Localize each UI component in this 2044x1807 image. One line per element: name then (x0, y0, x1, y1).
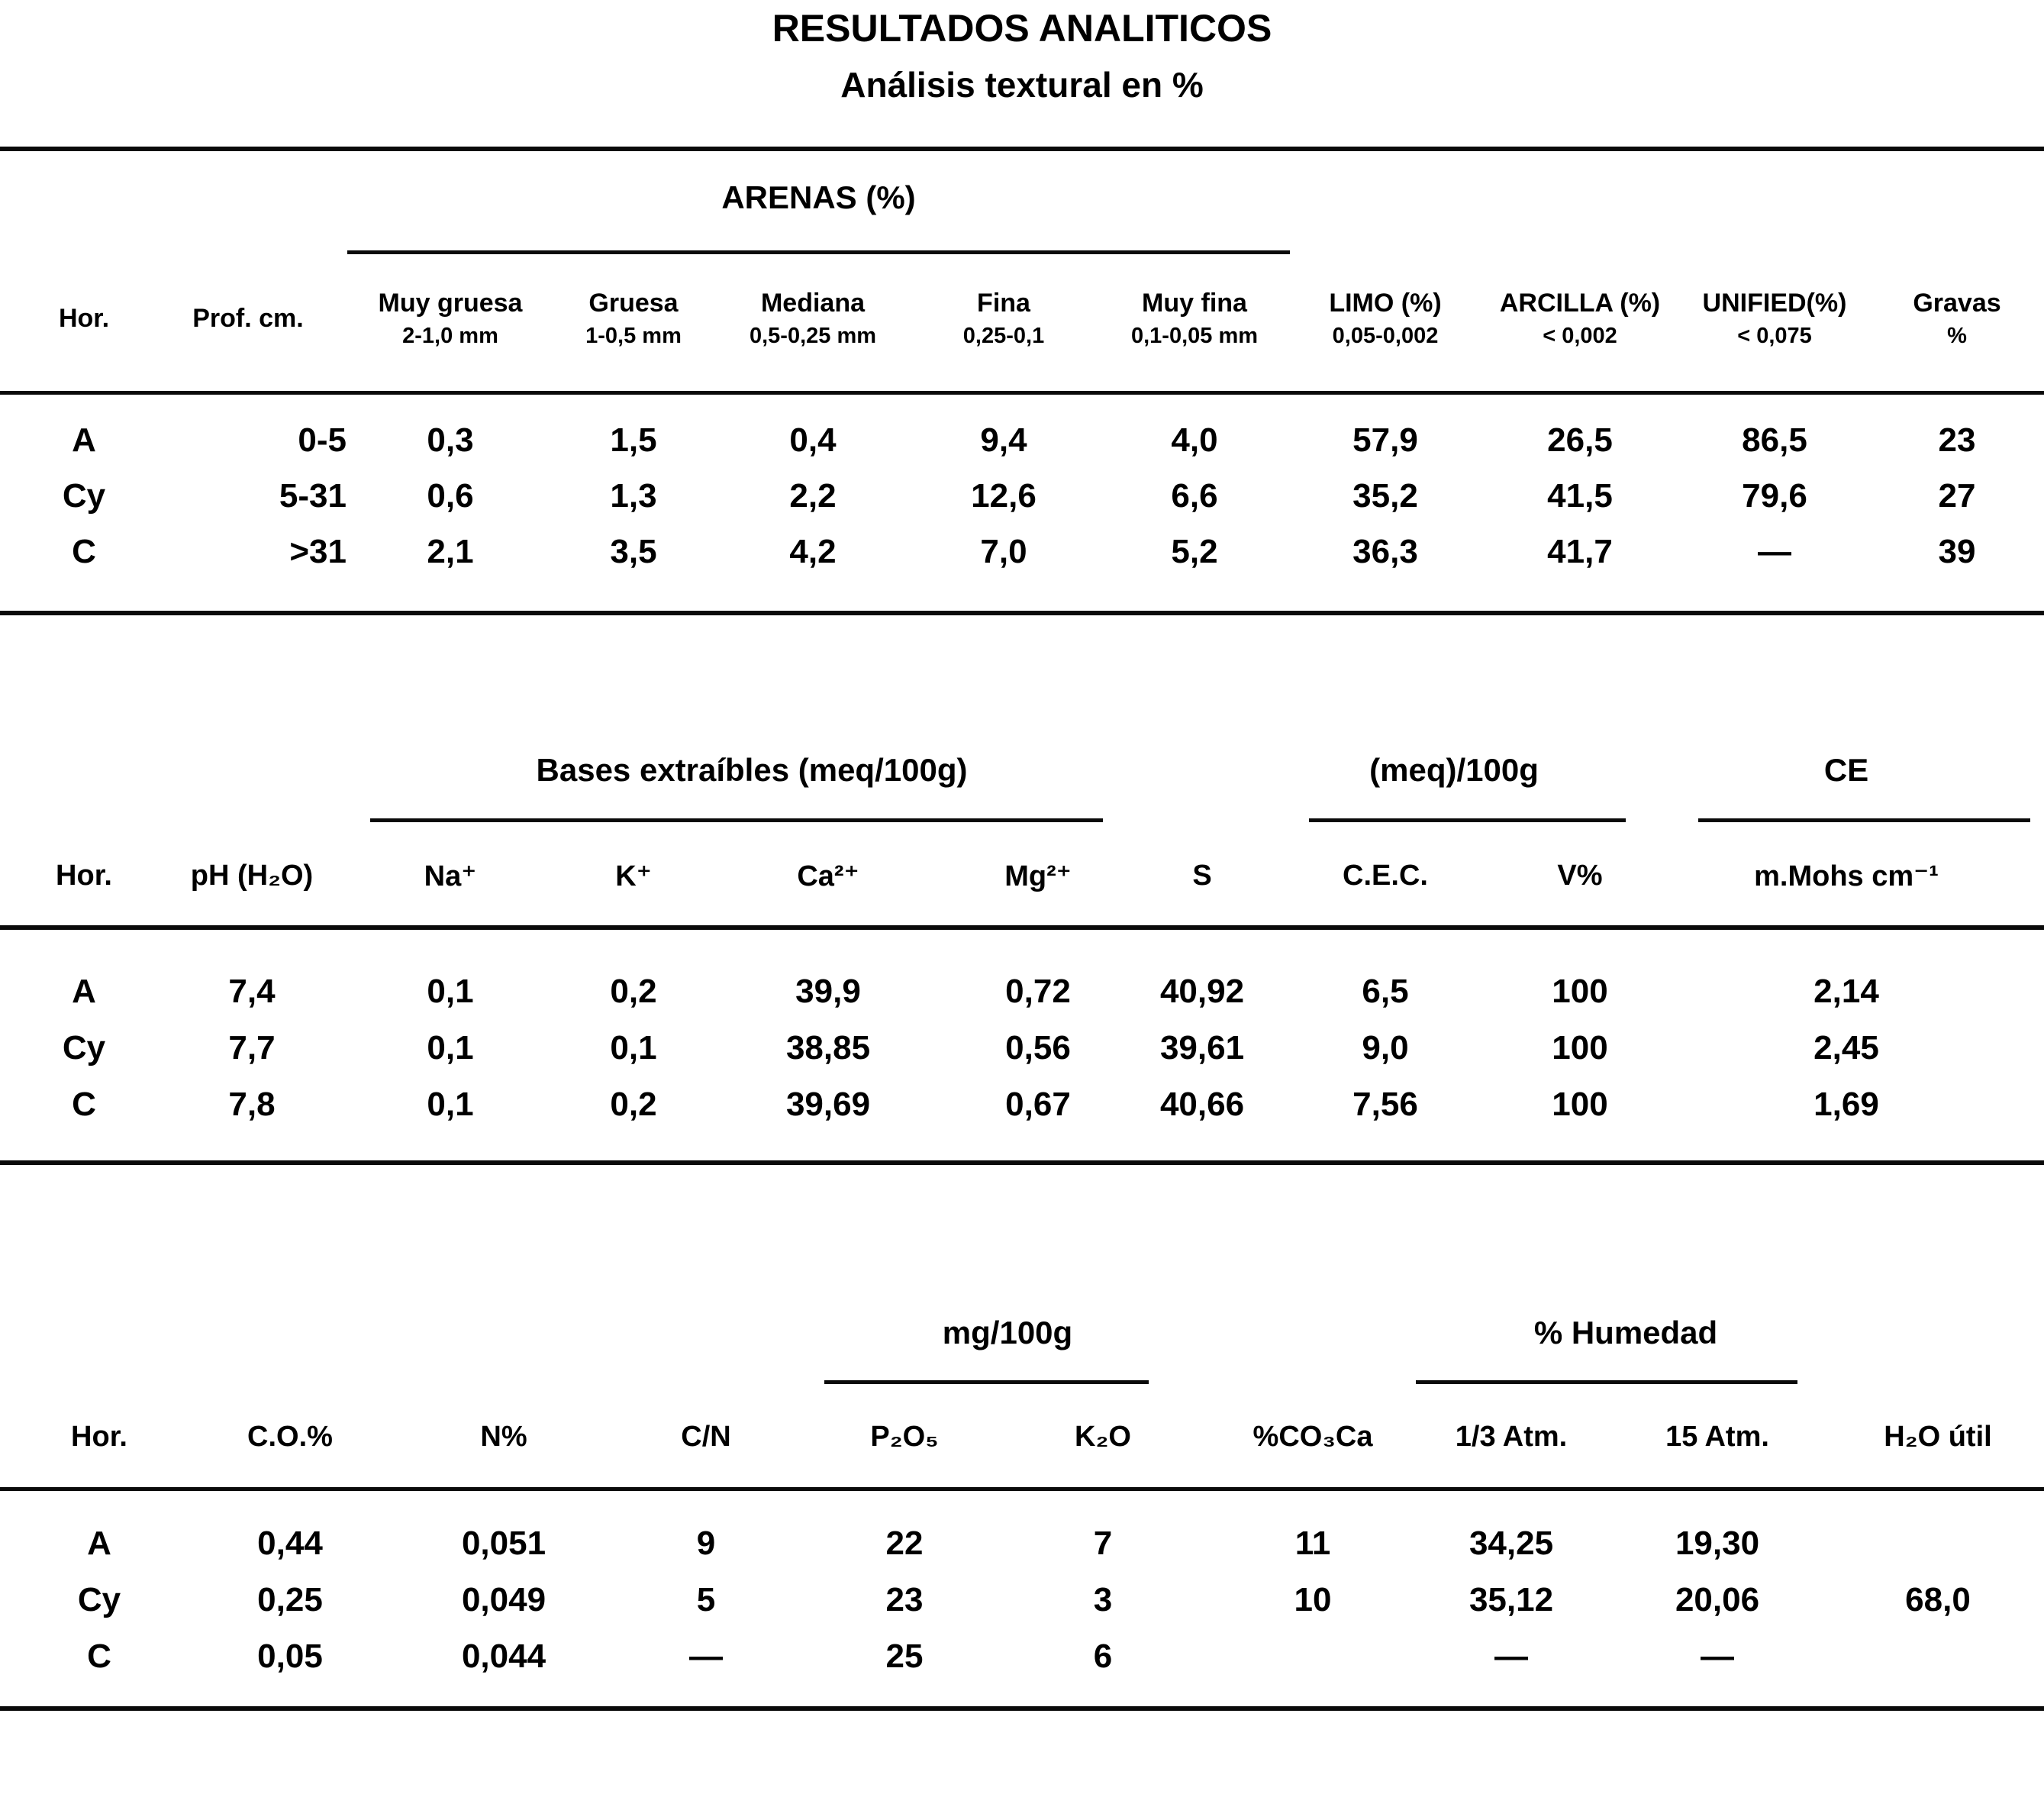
table2-cell: 39,9 (795, 972, 861, 1010)
table3-col-15atm: 15 Atm. (1665, 1421, 1769, 1453)
table1-row-cy (23, 468, 2044, 524)
table3-col-co3ca: %CO₃Ca (1253, 1421, 1373, 1453)
table1-cell: 41,7 (1547, 532, 1613, 570)
table3-cell: C (87, 1637, 111, 1675)
table1-bottom-rule (0, 611, 2044, 615)
table3-cell: 22 (885, 1524, 924, 1562)
table3-cell: 23 (885, 1580, 924, 1618)
table1-group-arenas-underline (347, 250, 1290, 254)
table3-cell: 7 (1093, 1524, 1113, 1562)
table2-cell: 2,14 (1813, 972, 1879, 1010)
table2-cell: 100 (1552, 1028, 1608, 1066)
table1-col-prof: Prof. cm. (192, 304, 304, 333)
table3-cell: — (689, 1637, 723, 1675)
table2-cell: 7,7 (228, 1028, 276, 1066)
table2-cell: A (72, 972, 96, 1010)
table2-col-s: S (1192, 860, 1212, 892)
table2-cell: 0,1 (427, 972, 474, 1010)
table2-header-row (23, 844, 2044, 908)
table2-cell: 0,1 (427, 1085, 474, 1123)
table1-cell: A (72, 421, 96, 459)
table3-cell: 0,05 (257, 1637, 323, 1675)
table1-col-fina: Fina 0,25-0,1 (962, 289, 1045, 348)
table3-cell (1206, 1628, 1420, 1684)
table2-header-rule (0, 925, 2044, 930)
table2-row-a (23, 963, 2044, 1019)
table1-cell: — (1758, 532, 1791, 570)
table1-col-mediana: Mediana 0,5-0,25 mm (749, 289, 877, 348)
table1-col-gravas: Gravas % (1913, 289, 2001, 348)
table3-cell: Cy (77, 1580, 121, 1618)
table3-header-row (23, 1405, 2044, 1470)
table3-header-rule (0, 1487, 2044, 1491)
table1-cell: 5-31 (279, 476, 347, 515)
table2-col-k: K⁺ (615, 860, 652, 892)
table3-cell: 10 (1294, 1580, 1332, 1618)
table2-col-mg: Mg²⁺ (1004, 860, 1072, 892)
table2-group-ce-underline (1698, 818, 2030, 822)
table1-cell: 9,4 (980, 421, 1027, 459)
table2-cell: Cy (62, 1028, 106, 1066)
table2-col-hor: Hor. (56, 860, 112, 892)
table2-cell: 1,69 (1813, 1085, 1879, 1123)
table2-cell: 0,1 (610, 1028, 657, 1066)
table3-cell: 20,06 (1675, 1580, 1760, 1618)
table3-cell: 68,0 (1905, 1580, 1971, 1618)
table2-cell: 40,66 (1159, 1085, 1245, 1123)
table3-row-a (23, 1515, 2044, 1571)
table1-cell: 4,2 (789, 532, 837, 570)
table2-group-meq-underline (1309, 818, 1626, 822)
table2-cell: 0,56 (1005, 1028, 1071, 1066)
table3-group-mg: mg/100g (942, 1315, 1073, 1350)
table3-col-co: C.O.% (247, 1421, 333, 1453)
table1-cell: >31 (289, 532, 347, 570)
table2-cell: 7,56 (1352, 1085, 1418, 1123)
table3-cell: 5 (696, 1580, 716, 1618)
table1-cell: 86,5 (1742, 421, 1807, 459)
table2-group-meq: (meq)/100g (1369, 752, 1539, 788)
table1-group-arenas: ARENAS (%) (721, 179, 916, 215)
table2-group-ce: CE (1823, 752, 1869, 788)
table3-col-n: N% (480, 1421, 527, 1453)
table1-header-row (23, 269, 2044, 368)
table2-cell: 7,8 (228, 1085, 276, 1123)
table1-cell: 79,6 (1742, 476, 1807, 515)
table3-cell: — (1494, 1637, 1528, 1675)
table2-bottom-rule (0, 1160, 2044, 1165)
table2-col-cec: C.E.C. (1343, 860, 1428, 892)
table3-col-p2o5: P₂O₅ (870, 1421, 939, 1453)
table1-cell: 39 (1938, 532, 1976, 570)
table2-cell: 0,2 (610, 972, 657, 1010)
table1-col-hor: Hor. (58, 304, 110, 333)
table3-cell: — (1701, 1637, 1734, 1675)
table1-cell: 4,0 (1171, 421, 1218, 459)
table3-row-c (23, 1628, 2044, 1684)
table2-cell: 0,72 (1005, 972, 1071, 1010)
table1-cell: 0,3 (427, 421, 474, 459)
table2-cell: 40,92 (1159, 972, 1245, 1010)
table3-cell: 6 (1093, 1637, 1113, 1675)
divider-top (0, 147, 2044, 151)
table1-col-muy-fina: Muy fina 0,1-0,05 mm (1130, 289, 1259, 348)
table2-col-ca: Ca²⁺ (797, 860, 859, 892)
document-title: RESULTADOS ANALITICOS (772, 7, 1272, 50)
table3-cell: 9 (696, 1524, 716, 1562)
table3-cell: A (87, 1524, 111, 1562)
table1-col-unified: UNIFIED(%) < 0,075 (1702, 289, 1847, 348)
table2-group-bases-underline (370, 818, 1103, 822)
table3-cell: 0,44 (257, 1524, 323, 1562)
table3-cell: 0,25 (257, 1580, 323, 1618)
table1-col-arcilla: ARCILLA (%) < 0,002 (1499, 289, 1661, 348)
table3-group-humedad-underline (1416, 1380, 1797, 1384)
table1-cell: 36,3 (1352, 532, 1418, 570)
table3-cell: 0,051 (461, 1524, 546, 1562)
table3-cell (1832, 1628, 2044, 1684)
table2-cell: 7,4 (228, 972, 276, 1010)
table2-cell: 0,67 (1005, 1085, 1071, 1123)
table1-cell: 23 (1938, 421, 1976, 459)
table2-cell: 39,61 (1159, 1028, 1245, 1066)
table3-cell: 3 (1093, 1580, 1113, 1618)
table2-group-bases: Bases extraíbles (meq/100g) (536, 752, 968, 788)
table2-cell: 9,0 (1362, 1028, 1409, 1066)
table2-cell: 0,2 (610, 1085, 657, 1123)
table2-col-v: V% (1557, 860, 1603, 892)
table1-cell: C (72, 532, 96, 570)
table1-cell: 0,6 (427, 476, 474, 515)
table3-bottom-rule (0, 1706, 2044, 1711)
table1-col-limo: LIMO (%) 0,05-0,002 (1329, 289, 1442, 348)
table1-cell: 12,6 (971, 476, 1037, 515)
table2-cell: 100 (1552, 1085, 1608, 1123)
table1-header-rule (0, 391, 2044, 395)
table1-cell: 1,5 (610, 421, 657, 459)
table3-cell: 19,30 (1675, 1524, 1760, 1562)
table2-cell: 100 (1552, 972, 1608, 1010)
table1-cell: 7,0 (980, 532, 1027, 570)
table3-col-k2o: K₂O (1075, 1421, 1131, 1453)
table3-col-13atm: 1/3 Atm. (1455, 1421, 1568, 1453)
table1-cell: 57,9 (1352, 421, 1418, 459)
table1-cell: 2,1 (427, 532, 474, 570)
table2-col-ph: pH (H₂O) (190, 860, 314, 892)
table2-cell: 38,85 (785, 1028, 871, 1066)
table2-cell: 2,45 (1813, 1028, 1879, 1066)
table1-cell: 1,3 (610, 476, 657, 515)
table3-cell: 0,049 (461, 1580, 546, 1618)
table2-cell: C (72, 1085, 96, 1123)
table1-row-c (23, 524, 2044, 579)
table3-cell (1832, 1515, 2044, 1571)
table2-row-c (23, 1076, 2044, 1132)
table3-col-cn: C/N (681, 1421, 731, 1453)
table1-cell: 3,5 (610, 532, 657, 570)
table1-cell: 2,2 (789, 476, 837, 515)
table3-cell: 25 (885, 1637, 924, 1675)
table2-row-cy (23, 1020, 2044, 1076)
table1-cell: 41,5 (1547, 476, 1613, 515)
table2-cell: 6,5 (1362, 972, 1409, 1010)
table3-row-cy (23, 1572, 2044, 1628)
table1-col-gruesa: Gruesa 1-0,5 mm (585, 289, 682, 348)
table1-cell: 6,6 (1171, 476, 1218, 515)
table3-group-mg-underline (824, 1380, 1149, 1384)
table1-col-muy-gruesa: Muy gruesa 2-1,0 mm (378, 289, 523, 348)
table3-col-h2o-util: H₂O útil (1884, 1421, 1992, 1453)
table2-col-mmohs: m.Mohs cm⁻¹ (1754, 860, 1939, 892)
table1-cell: 0,4 (789, 421, 837, 459)
table1-cell: 0-5 (298, 421, 347, 459)
table1-cell: 35,2 (1352, 476, 1418, 515)
table2-cell: 39,69 (785, 1085, 871, 1123)
table3-cell: 34,25 (1469, 1524, 1554, 1562)
table3-cell: 35,12 (1469, 1580, 1554, 1618)
table2-cell: 0,1 (427, 1028, 474, 1066)
table1-cell: Cy (62, 476, 106, 515)
document-subtitle: Análisis textural en % (840, 65, 1204, 105)
table2-col-na: Na⁺ (424, 860, 477, 892)
table1-cell: 5,2 (1171, 532, 1218, 570)
table3-cell: 0,044 (461, 1637, 546, 1675)
table1-row-a (23, 412, 2044, 468)
table3-group-humedad: % Humedad (1533, 1315, 1718, 1350)
table1-cell: 26,5 (1547, 421, 1613, 459)
table1-cell: 27 (1938, 476, 1976, 515)
table3-cell: 11 (1294, 1524, 1331, 1562)
table3-col-hor: Hor. (71, 1421, 127, 1453)
